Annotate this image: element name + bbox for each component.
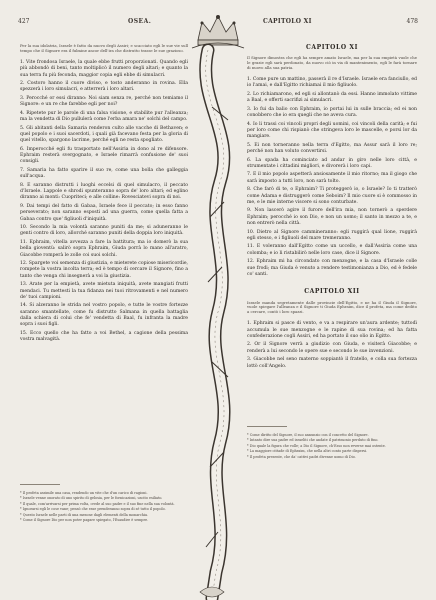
chapter-summary: Per la sua idolatria, Israele è fatto da nuovo degli Assiri; e scacciato egli le sue vie sull tempo che il Signore era il fulmine ancor dell'ira che distrutto trasse le sue grazioso. xyxy=(20,43,188,53)
verse: 5. Gli abitanti della Samaria renderon culto alle vacche di Bethaven; e quel popolo e i suoi sacerdoti, i quali già facevano festa per la gloria di quel vitello, spargono lacrime, perché egli ne resta spogliato. xyxy=(20,125,188,144)
scroll-ornament-icon xyxy=(200,587,224,597)
page-number-right: 478 xyxy=(406,18,418,25)
verse: 3. Giacobbe nel seno materno soppiantò il fratello, e colla sua fortezza lottò coll'Angelo. xyxy=(247,357,417,369)
ribbon-ornament xyxy=(178,12,258,600)
verse: 2. Costoro hanno il cuore diviso, e tosto anderanno in rovina. Ella spezzerà i loro simulacri, e atterrerà i loro altari. xyxy=(20,81,188,93)
verse: 15. Ecco quello che ha fatto a voi Bethel, a cagione della pessima vostra malvagità. xyxy=(20,330,188,343)
footnote: * Il profeta assimile una casa, rendendo un vite che d'un carico di ragioni. xyxy=(20,491,148,495)
chapter-summary: Israele manda segretamente dalle provincie dell'Egitto, e ne ha il Giuda il Signore, vuole spiegare l'alleanza e il Signore ti Giuda Ephraim, dice il profeta, ma come dedito a cercare, contò i loro spazzi. xyxy=(247,299,417,315)
verse: 12. Spargete voi semenza di giustizia, e mieterete copiose misericordie, rompete la vostra incolta terra; ed è tempo di cercare il Signore, fino a tanto che venga chi insegnerà a voi la giustizia. xyxy=(20,261,188,279)
verse: 10. Secondo la mia volontà saranno puniti da me; si aduneranno le genti contro di loro, allorché saranno puniti della doppia loro iniquità. xyxy=(20,225,188,237)
chapter-title: CAPITOLO XII xyxy=(304,288,360,296)
verse: 12. Ephraim mi ha circondato con menzogne, e la casa d'Israele colle sue frodi; ma Giuda è venuto a rendere testimonianza a Dio, ed è fedele co' santi. xyxy=(247,259,417,277)
crown-icon xyxy=(192,15,244,48)
footnote: * Intanto dire sua padre ed israeliti che andate il patrimonio perduto di fino. xyxy=(247,438,379,443)
footnote: * Il profeta presente, che da' cattivi padri divenne uomo di Dio. xyxy=(247,454,356,459)
verse: 9. Non lascerò agire il furore dell'ira mia, non tornerò a sperdere Ephraim; perocché io son Dio, e non un uomo; il santo in mezzo a te, e non entrerò nella città. xyxy=(247,208,417,227)
right-column xyxy=(247,44,417,372)
verse: 9. Dai tempi del fatto di Gabaa, Israele fece il peccato; in esso fanno perseverato; non saranno esposti ad una guerra, come quella fatta a Gabaa contro que' figliuoli d'iniquità. xyxy=(20,203,188,222)
verse: 1. Ephraim si pasce di vento, e va a respirare un'aura ardente; tuttodì accumula le sue menzogne e le rapine di sua rovina; ed ha fatta confederazione cogli Assiri, ed ha portato il suo olio in Egitto. xyxy=(247,321,417,339)
verse: 13. Arate per la empietà, avete mietuta iniquità, avete mangiati frutti mendaci. Tu mettesti la tua fidanza nei tuoi ritrovamenti e nel numero de' tuoi campioni. xyxy=(20,282,188,300)
chapter-summary: Il Signore dimostra che egli ha sempre amato Israele, ma per la sua empietà vuole che le grazie egli sarà perdonato, da nuovo ciò in via di mantenimento, egli le farà tornare di nuovo alla sua patria. xyxy=(247,55,417,71)
footnote: * Come diritto del Signore, il suo annunzio con il concetto del Signore. xyxy=(247,433,369,437)
footnote: * Israele venne onorato di uno spirito di gelosia, per le fornicazioni, uscito esiliato. xyxy=(20,496,163,501)
left-footnotes xyxy=(20,478,188,524)
verse: 10. Dietro al Signore cammineranno: egli ruggirà qual lione, ruggirà egli stesso, e i figliuoli del mare tremeranno. xyxy=(247,229,417,241)
verse: 6. La spada ha cominciato ad andar in giro nelle loro città, e strumentate i cittadini migliori, e divorerà i loro capi. xyxy=(247,157,417,169)
footnote: * Ignorarsi egli le cose vane; pensò che esse prenderanno sopra di sé tutto il popolo. xyxy=(20,507,166,512)
verse: 3. Perocché or essi diranno: Noi siam senza re, perché non temiamo il Signore: e un re che farebbe egli per noi? xyxy=(20,95,188,108)
footnote: * La maggiore cittade di Ephraim, che nella altri conto parte dispersi. xyxy=(247,449,368,454)
left-column xyxy=(20,44,188,346)
verse: 2. Or il Signore verrà a giudizio con Giuda, e visiterà Giacobbe; e renderà a lui secondo le opere sue e secondo le sue invenzioni. xyxy=(247,342,417,354)
right-footnotes xyxy=(247,420,417,460)
verse: 8. Che farò di te, o Ephraim? Ti proteggerò io, o Israele? Io ti tratterò come Adama e distruggerò come Seboim? Il mio cuore si è commosso in me, e le mie interne viscere si sono conturbate. xyxy=(247,187,417,205)
verse: 4. Ripetete pur le parole di una falsa visione, e stabilite pur l'alleanza; ma la vendetta di Dio pullulerà come l'erba amara ne' solchi del campo. xyxy=(20,110,188,123)
chapter-heading-right: CAPITOLO XI xyxy=(263,18,312,25)
footnote: * Dio quale la figura che volle; a Dio il Signore, ch'Esso non reverse mai ostente. xyxy=(247,443,386,448)
verse: 4. Io li trassi coi vincoli propri degli uomini, coi vincoli della carità; e fui per loro come chi rispianò che stringeva loro le mascelle, e porsi lor da mangiare. xyxy=(247,121,417,140)
verse: 5. Ei non torneranno nella terra d'Egitto, ma Assur sarà il loro re; perché non han voluto convertirsi. xyxy=(247,142,417,155)
footnote: * Il quale, com'arrivarsi per prima volta, crede al suo padre e il suo fine nella sua volontà. xyxy=(20,501,175,506)
footnote: * Come il Signore Dio per non poter pagare spiegato, l'Esaudire è sempre. xyxy=(20,518,149,523)
verse: 8. E saranno distrutti i luoghi eccelsi di quel simulacro, il peccato d'Israele. Lappole e shrodi spunteranno sopra de' loro altari; ed eglino diranno ai monti: Cuopriteci; e alle colline: Rovesciatevi sopra di noi. xyxy=(20,182,188,201)
verse: 7. E il mio popolo aspetterà ansiosamente il mio ritorno; ma il giogo che sarà imposto a tutti loro, non sarà tolto. xyxy=(247,172,417,184)
verse: 14. Si alzeranno le strida nel vostro popolo, e tutte le vostre fortezze saranno smantellate, come fu distrutto Salmana in quella battaglia dalla schiera di colui che fe' vendetta di Baal, fu infranta la madre sopra i suoi figli. xyxy=(20,303,188,328)
verse: 3. Io fui da balio con Ephraim, io portai lui in sulle braccia; ed ei non conobbero che io era quegli che ne aveva cura. xyxy=(247,106,417,119)
verse: 11. E voleranno dall'Egitto come un uccello, e dall'Assiria come una colomba; e io li ristabilirò nelle loro case, dice il Signore. xyxy=(247,244,417,256)
chapter-title: CAPITOLO XI xyxy=(305,44,359,51)
verse: 2. Lo richiamarono, ed egli si allontanò da essi. Hanno immolato vittime a Baal, e offerti sacrifizi ai simulacri. xyxy=(247,91,417,104)
verse: 6. Imperocché egli fu trasportato nell'Assiria in dono al re difensore. Ephraim resterà svergognato, e Israele rimarrà confusione de' suoi consigli. xyxy=(20,146,188,165)
verse: 7. Samaria ha fatto sparire il suo re, come una bolla che galleggia sull'acqua. xyxy=(20,167,188,180)
book-title: OSEA. xyxy=(128,18,152,25)
verse: 1. Come pure un mattino, passerà il re d'Israele. Israele era fanciullo, ed io l'amai, e dall'Egitto richiamai il mio figliuolo. xyxy=(247,77,417,89)
verse: 1. Vite frondosa Israele, la quale ebbe frutti proporzionati. Quando egli più abbondò di beni, tanto moltiplicò il numero degli altari; e quanto la sua terra fu più feconda, maggior copia egli ebbe di simulacri. xyxy=(20,59,188,78)
footnote: * Questo Israele nelle parti di una mesone dagli elementi della monarchia. xyxy=(20,512,149,517)
page-number-left: 427 xyxy=(18,18,30,25)
verse: 11. Ephraim, vitella avvezza a fare la battitura; ma io domerò la sua bella gioventù: salirò sopra Ephraim, Giuda porrà lo mano all'aratro, Giacobbe romperà le zolle coi suoi solchi. xyxy=(20,239,188,258)
footnote-rule xyxy=(20,484,60,485)
